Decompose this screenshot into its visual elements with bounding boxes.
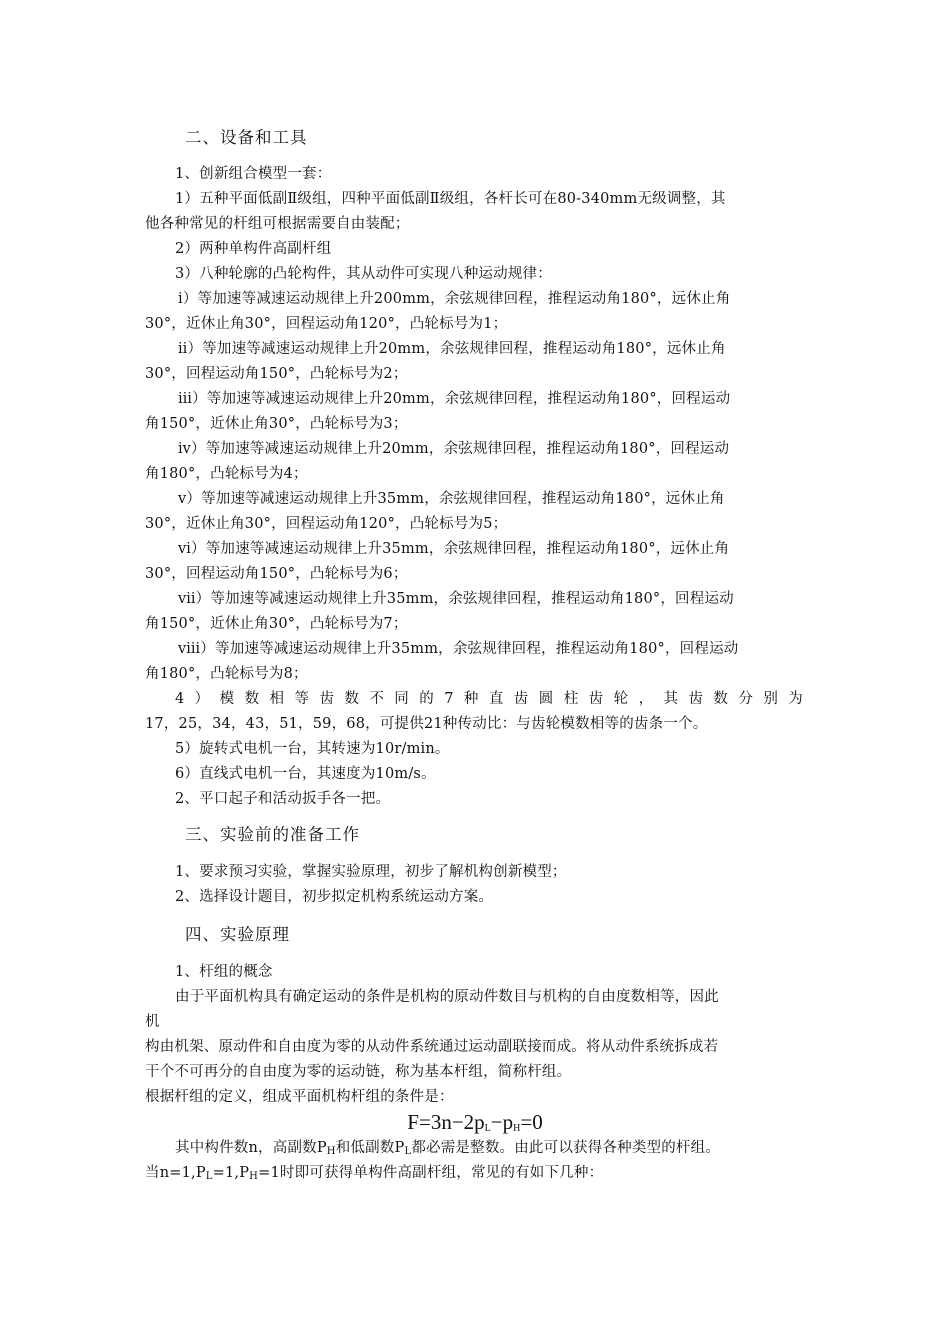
paragraph-line: 当$n=1,P_L=1,P_H=1$时即可获得单构件高副杆组，常见的有如下几种： xyxy=(145,1165,604,1182)
paragraph-line: 角150°，近休止角30°，凸轮标号为3； xyxy=(145,416,408,432)
paragraph-line: 30°，近休止角30°，回程运动角120°，凸轮标号为1； xyxy=(145,316,508,332)
paragraph-line: 根据杆组的定义，组成平面机构杆组的条件是： xyxy=(145,1089,454,1105)
paragraph-line: 1、创新组合模型一套： xyxy=(175,166,332,182)
paragraph-line: 干个不可再分的自由度为零的运动链，称为基本杆组，简称杆组。 xyxy=(145,1064,572,1080)
paragraph-line: 30°，回程运动角150°，凸轮标号为2； xyxy=(145,366,408,382)
paragraph-line: 1、要求预习实验，掌握实验原理，初步了解机构创新模型； xyxy=(175,864,567,880)
paragraph-line: ⅴ）等加速等减速运动规律上升35mm，余弦规律回程，推程运动角180°，远休止角 xyxy=(178,491,725,507)
section-heading-preparation: 三、实验前的准备工作 xyxy=(185,825,360,844)
paragraph-line: ⅷ）等加速等减速运动规律上升35mm，余弦规律回程，推程运动角180°，回程运动 xyxy=(178,641,739,657)
paragraph-line: 5）旋转式电机一台，其转速为10r/min。 xyxy=(175,741,450,757)
paragraph-line: 其中构件数n，高副数$P_H$和低副数$P_L$都必需是整数。由此可以获得各种类型的杆组。 xyxy=(175,1140,721,1157)
paragraph-line: ⅰ）等加速等减速运动规律上升200mm，余弦规律回程，推程运动角180°，远休止角 xyxy=(178,291,731,307)
section-heading-equipment: 二、设备和工具 xyxy=(185,128,308,147)
paragraph-line: 角150°，近休止角30°，凸轮标号为7； xyxy=(145,616,408,632)
paragraph-line: 2）两种单构件高副杆组 xyxy=(175,241,332,257)
paragraph-line: 角180°，凸轮标号为8； xyxy=(145,666,308,682)
paragraph-line: 6）直线式电机一台，其速度为10m/s。 xyxy=(175,766,436,782)
paragraph-line-justified: 4）模数相等齿数不同的7种直齿圆柱齿轮，其齿数分别为 xyxy=(175,691,803,707)
paragraph-line: 17，25，34，43，51，59，68，可提供21种传动比：与齿轮模数相等的齿条一个。 xyxy=(145,716,708,732)
paragraph-line: 30°，回程运动角150°，凸轮标号为6； xyxy=(145,566,408,582)
paragraph-line: 构由机架、原动件和自由度为零的从动件系统通过运动副联接而成。将从动件系统拆成若 xyxy=(145,1039,719,1055)
section-heading-principle: 四、实验原理 xyxy=(185,925,290,944)
paragraph-line: 由于平面机构具有确定运动的条件是机构的原动件数目与机构的自由度数相等，因此 xyxy=(175,989,719,1005)
paragraph-line: ⅱ）等加速等减速运动规律上升20mm，余弦规律回程，推程运动角180°，远休止角 xyxy=(178,341,726,357)
paragraph-line: ⅲ）等加速等减速运动规律上升20mm，余弦规律回程，推程运动角180°，回程运动 xyxy=(178,391,731,407)
paragraph-line: ⅵ）等加速等减速运动规律上升35mm，余弦规律回程，推程运动角180°，远休止角 xyxy=(178,541,730,557)
paragraph-line: 30°，近休止角30°，回程运动角120°，凸轮标号为5； xyxy=(145,516,508,532)
freedom-formula: $F=3n-2p_L-p_H=0$ xyxy=(407,1110,543,1134)
paragraph-line: 2、平口起子和活动扳手各一把。 xyxy=(175,791,391,807)
paragraph-line: 机 xyxy=(145,1014,160,1030)
paragraph-line: ⅳ）等加速等减速运动规律上升20mm，余弦规律回程，推程运动角180°，回程运动 xyxy=(178,441,730,457)
paragraph-line: 他各种常见的杆组可根据需要自由装配； xyxy=(145,216,410,232)
paragraph-line: 角180°，凸轮标号为4； xyxy=(145,466,308,482)
paragraph-line: 2、选择设计题目，初步拟定机构系统运动方案。 xyxy=(175,889,494,905)
paragraph-line: ⅶ）等加速等减速运动规律上升35mm，余弦规律回程，推程运动角180°，回程运动 xyxy=(178,591,734,607)
paragraph-line: 3）八种轮廓的凸轮构件，其从动件可实现八种运动规律： xyxy=(175,266,552,282)
paragraph-line: 1、杆组的概念 xyxy=(175,964,273,980)
paragraph-line: 1）五种平面低副Ⅱ级组，四种平面低副Ⅱ级组，各杆长可在80-340mm无级调整，其 xyxy=(175,191,726,207)
